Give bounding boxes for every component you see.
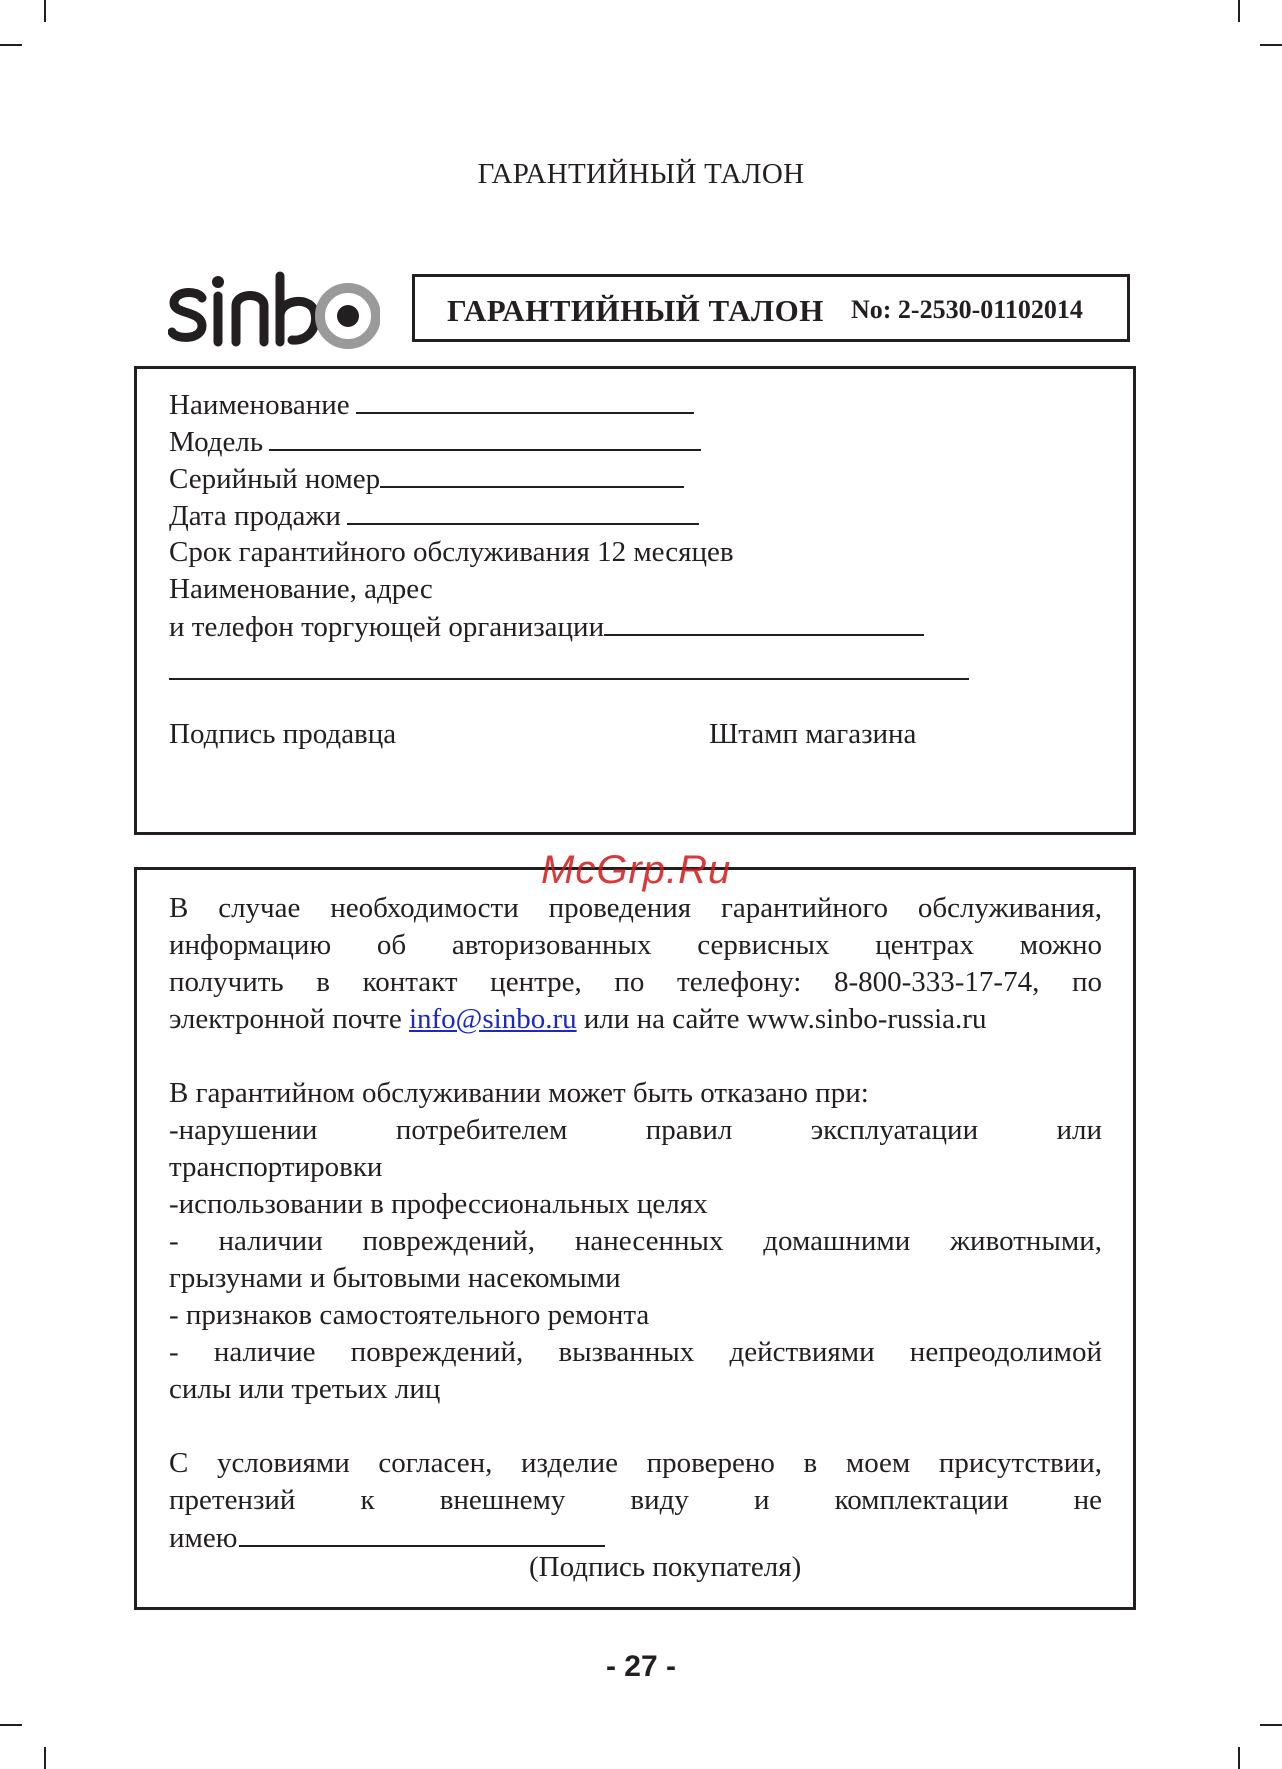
model-field-row <box>169 423 701 461</box>
name-field-row <box>169 386 694 424</box>
org-field-row <box>169 608 924 646</box>
crop-mark <box>1238 0 1240 22</box>
refusal-item: - наличии повреждений, нанесенных домашними животными, <box>169 1225 1102 1257</box>
refusal-item: -нарушении потребителем правил эксплуатации или <box>169 1114 1102 1146</box>
crop-mark <box>44 0 46 22</box>
warranty-header-box <box>412 274 1130 342</box>
buyer-signature-blank <box>239 1519 605 1547</box>
model-blank <box>269 423 701 451</box>
serial-label: Серийный номер <box>169 463 381 495</box>
contact-paragraph <box>169 890 1102 1038</box>
agreement-text: имею <box>169 1522 238 1554</box>
name-blank <box>356 386 694 414</box>
crop-mark <box>44 1747 46 1769</box>
buyer-signature-label: (Подпись покупателя) <box>529 1551 802 1583</box>
refusal-paragraph <box>169 1075 1102 1408</box>
refusal-item: силы или третьих лиц <box>169 1373 441 1405</box>
name-label: Наименование <box>169 389 350 421</box>
contact-line: получить в контакт центре, по телефону: 8-800-333-17-74, по <box>169 966 1102 998</box>
header-title: ГАРАНТИЙНЫЙ ТАЛОН <box>447 293 824 328</box>
crop-mark <box>0 44 22 46</box>
website-text: или на сайте www.sinbo-russia.ru <box>576 1003 987 1035</box>
crop-mark <box>0 1724 22 1726</box>
org-blank <box>604 608 924 636</box>
org-label-line1: Наименование, адрес <box>169 573 433 605</box>
warranty-period: Срок гарантийного обслуживания 12 месяцев <box>169 536 734 568</box>
shop-stamp-label: Штамп магазина <box>709 718 917 750</box>
sale-date-label: Дата продажи <box>169 500 341 532</box>
contact-line: В случае необходимости проведения гарантийного обслуживания, <box>169 892 1102 924</box>
warranty-card <box>134 366 1136 835</box>
contact-line: информацию об авторизованных сервисных центрах можно <box>169 929 1102 961</box>
email-prefix: электронной почте <box>169 1003 409 1035</box>
model-label: Модель <box>169 426 264 458</box>
refusal-item: - наличие повреждений, вызванных действиями непреодолимой <box>169 1336 1102 1368</box>
sale-date-blank <box>347 497 699 525</box>
watermark: McGrp.Ru <box>541 848 732 892</box>
org-blank-line2 <box>169 678 969 680</box>
seller-signature-label: Подпись продавца <box>169 718 397 750</box>
page-title: ГАРАНТИЙНЫЙ ТАЛОН <box>477 158 805 190</box>
crop-mark <box>1260 44 1282 46</box>
agreement-paragraph <box>169 1445 1102 1557</box>
refusal-item: -использовании в профессиональных целях <box>169 1188 708 1220</box>
refusal-intro: В гарантийном обслуживании может быть отказано при: <box>169 1077 869 1109</box>
org-label-line2: и телефон торгующей организации <box>169 611 605 643</box>
refusal-item: - признаков самостоятельного ремонта <box>169 1299 650 1331</box>
email-link[interactable]: info@sinbo.ru <box>408 1003 577 1035</box>
warranty-number: No: 2-2530-01102014 <box>851 295 1083 324</box>
page-number: - 27 - <box>605 1650 677 1683</box>
sale-date-field-row <box>169 497 699 535</box>
refusal-item: транспортировки <box>169 1151 383 1183</box>
warranty-conditions-box <box>134 848 1136 1610</box>
crop-mark <box>1260 1724 1282 1726</box>
sinbo-logo <box>168 270 380 352</box>
refusal-item: грызунами и бытовыми насекомыми <box>169 1262 621 1294</box>
serial-blank <box>380 460 684 488</box>
crop-mark <box>1238 1747 1240 1769</box>
agreement-line: претензий к внешнему виду и комплектации не <box>169 1484 1102 1516</box>
contact-line <box>169 1001 1102 1038</box>
agreement-line: С условиями согласен, изделие проверено в моем присутствии, <box>169 1447 1102 1479</box>
serial-field-row <box>169 460 684 498</box>
